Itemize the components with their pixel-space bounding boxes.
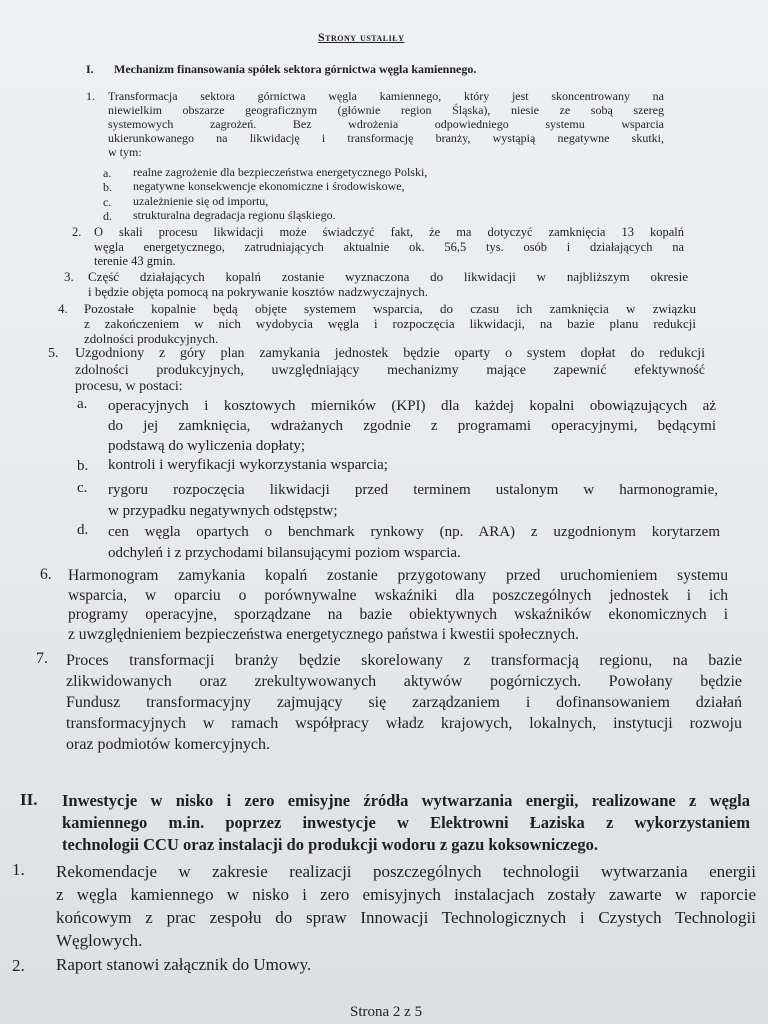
item-1-sub-b-letter: b. — [103, 180, 112, 194]
item-6-line: programy operacyjne, sporządzane na bazie obiektywnych wskaźników ekonomicznych i — [68, 606, 728, 623]
item-1-text — [108, 89, 664, 159]
item-4-line: z zakończeniem w nich wydobycia węgla i rozpoczęcia likwidacji, na bazie planu redukcji — [84, 316, 696, 331]
item-6-text — [68, 566, 728, 644]
item-1-sub-a-letter: a. — [103, 166, 112, 180]
item-7-line: Fundusz transformacyjny zajmujący się zarządzaniem i dofinansowaniem działań — [66, 694, 742, 711]
sec2-item-1-line: Węglowych. — [56, 931, 143, 950]
item-5-sub-c-text — [108, 480, 718, 522]
item-5-sub-c-line: rygoru rozpoczęcia likwidacji przed terminem ustalonym w harmonogramie, — [108, 482, 718, 498]
item-1-sub-d-letter: d. — [103, 209, 112, 223]
item-1-sub-d: strukturalna degradacja regionu śląskiego. — [133, 208, 336, 222]
item-5-sub-a-letter: a. — [77, 396, 88, 412]
item-4-text — [84, 301, 696, 346]
item-1-sub-a: realne zagrożenie dla bezpieczeństwa energetycznego Polski, — [133, 165, 428, 179]
item-1-sub-c: uzależnienie się od importu, — [133, 194, 269, 208]
item-5-line: Uzgodniony z góry plan zamykania jednostek będzie oparty o system dopłat do redukcji — [75, 346, 705, 361]
item-1-line: systemowych zagrożeń. Bez wdrożenia odpowiedniego systemu wsparcia — [108, 117, 664, 131]
item-5-sub-b-letter: b. — [77, 458, 89, 474]
item-7-number: 7. — [36, 650, 48, 667]
sec2-item-2-text: Raport stanowi załącznik do Umowy. — [56, 955, 312, 974]
item-2-text — [94, 225, 684, 269]
sec2-item-2-number: 2. — [12, 956, 25, 975]
item-6-line: Harmonogram zamykania kopalń zostanie przygotowany przed uruchomieniem systemu — [68, 567, 728, 584]
item-1-line: niewielkim obszarze geograficznym (głównie region Śląska), niesie ze sobą szereg — [108, 103, 664, 117]
sec2-item-1-number: 1. — [12, 860, 25, 879]
item-5-number: 5. — [48, 346, 59, 361]
item-5-sub-a-line: do jej zamknięcia, wdrażanych zgodnie z programami operacyjnymi, będącymi — [108, 418, 716, 434]
item-3-text — [88, 269, 688, 299]
item-2-line: O skali procesu likwidacji może świadczyć fakt, że ma dotyczyć zamknięcia 13 kopalń — [94, 225, 684, 239]
item-7-line: Proces transformacji branży będzie skorelowany z transformacją regionu, na bazie — [66, 652, 742, 669]
section-2-title-line: technologii CCU oraz instalacji do produkcji wodoru z gazu koksowniczego. — [62, 835, 598, 854]
item-3-line: i będzie objęta pomocą na pokrywanie kosztów nadzwyczajnych. — [88, 284, 429, 299]
item-6-line: z uwzględnieniem bezpieczeństwa energetycznego państwa i kwestii społecznych. — [68, 625, 580, 643]
item-2-number: 2. — [72, 225, 82, 239]
item-1-number: 1. — [86, 89, 95, 103]
document-heading: Strony ustaliły — [318, 30, 405, 44]
item-4-number: 4. — [58, 301, 68, 316]
item-2-line: terenie 43 gmin. — [94, 254, 176, 268]
item-5-sub-d-line: odchyleń i z przychodami bilansującymi poziom wsparcia. — [108, 545, 461, 561]
item-1-line: w tym: — [108, 145, 142, 159]
item-3-number: 3. — [64, 269, 74, 284]
sec2-item-1-line: z węgla kamiennego w nisko i zero emisyjnych instalacjach zostały zawarte w raporcie — [56, 885, 756, 904]
sec2-item-1-line: Rekomendacje w zakresie realizacji poszczególnych technologii wytwarzania energii — [56, 862, 756, 881]
item-1-sub-b: negatywne konsekwencje ekonomiczne i środowiskowe, — [133, 179, 405, 193]
section-1-title: Mechanizm finansowania spółek sektora górnictwa węgla kamiennego. — [114, 62, 477, 76]
item-5-sub-d-line: cen węgla opartych o benchmark rynkowy (np. ARA) z uzgodnionym korytarzem — [108, 524, 720, 540]
item-1-line: Transformacja sektora górnictwa węgla kamiennego, który jest skoncentrowany na — [108, 89, 664, 103]
item-4-line: Pozostałe kopalnie będą objęte systemem wsparcia, do czasu ich zamknięcia w związku — [84, 301, 696, 316]
item-5-line: zdolności produkcyjnych, uwzględniający mechanizmy mające zapewnić efektywność — [75, 362, 705, 378]
item-7-text — [66, 650, 742, 755]
section-2-title — [62, 790, 750, 856]
item-1-sub-c-letter: c. — [103, 195, 112, 209]
section-2-number: II. — [20, 790, 38, 809]
item-5-sub-a-line: podstawą do wyliczenia dopłaty; — [108, 438, 306, 454]
sec2-item-1-text — [56, 860, 756, 952]
item-5-line: procesu, w postaci: — [75, 379, 183, 394]
item-5-sub-c-letter: c. — [77, 480, 88, 496]
item-1-line: ukierunkowanego na likwidację i transformację branży, wystąpią negatywne skutki, — [108, 131, 664, 145]
section-2-title-line: kamiennego m.in. poprzez inwestycje w Elektrowni Łaziska z wykorzystaniem — [62, 813, 750, 832]
item-7-line: oraz podmiotów komercyjnych. — [66, 736, 270, 753]
item-5-sub-d-letter: d. — [77, 522, 89, 538]
item-2-line: węgla energetycznego, zatrudniających aktualnie ok. 56,5 tys. osób i działających na — [94, 239, 684, 254]
item-4-line: zdolności produkcyjnych. — [84, 331, 219, 346]
section-2-title-line: Inwestycje w nisko i zero emisyjne źródła wytwarzania energii, realizowane z węgla — [62, 791, 750, 810]
section-1-number: I. — [86, 62, 94, 76]
item-5-text — [75, 346, 705, 396]
item-7-line: transformacyjnych w ramach współpracy władz krajowych, lokalnych, instytucji rozwoju — [66, 715, 742, 732]
page-number: Strona 2 z 5 — [350, 1004, 423, 1020]
item-6-line: wsparcia, w oparciu o porównywalne wskaźniki dla poszczególnych jednostek i ich — [68, 586, 728, 604]
item-3-line: Część działających kopalń zostanie wyznaczona do likwidacji w najbliższym okresie — [88, 269, 688, 284]
item-5-sub-a-text — [108, 396, 716, 456]
item-5-sub-b-text: kontroli i weryfikacji wykorzystania wsparcia; — [108, 457, 388, 473]
item-5-sub-c-line: w przypadku negatywnych odstępstw; — [108, 503, 338, 519]
item-6-number: 6. — [40, 566, 52, 583]
sec2-item-1-line: końcowym z prac zespołu do spraw Innowacji Technologicznych i Czystych Technologii — [56, 908, 756, 927]
item-5-sub-d-text — [108, 522, 720, 564]
item-7-line: zlikwidowanych oraz zrekultywowanych aktywów pogórniczych. Powołany będzie — [66, 673, 742, 690]
item-5-sub-a-line: operacyjnych i kosztowych mierników (KPI) dla każdej kopalni obowiązujących aż — [108, 398, 716, 414]
